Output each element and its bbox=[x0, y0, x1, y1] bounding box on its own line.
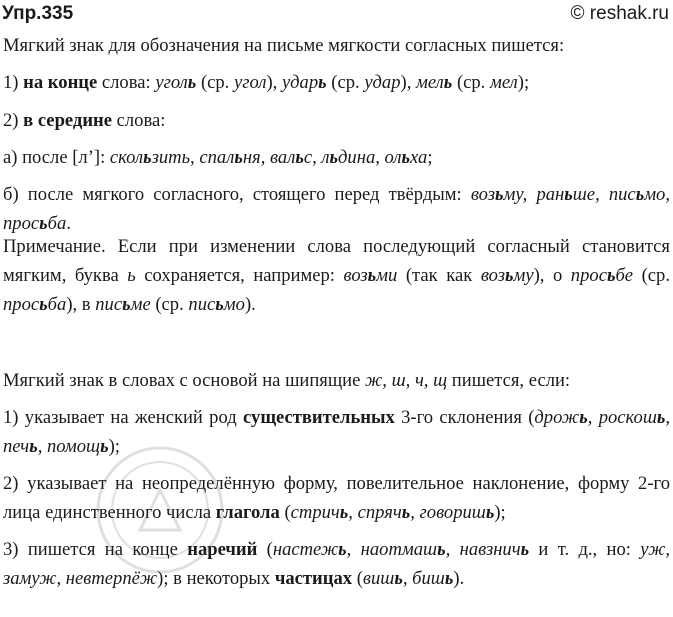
example-word: возьму, раньше, письмо, просьба bbox=[3, 184, 671, 234]
text: слова: bbox=[97, 72, 156, 94]
rule2-section bbox=[3, 367, 670, 594]
soft-sign-letter: ь bbox=[127, 264, 136, 286]
example-word: удар bbox=[364, 72, 401, 94]
rule1-section bbox=[3, 32, 670, 239]
example-word: стричь, спрячь, говоришь bbox=[290, 502, 495, 524]
example-word: угол bbox=[233, 72, 267, 94]
example-word: уголь bbox=[155, 72, 197, 94]
bold-term: существительных bbox=[243, 407, 395, 429]
rule1-item-a: а) после [л’]: скользить, спальня, вальс, льдина, ольха; bbox=[3, 146, 433, 168]
example-word: мел bbox=[489, 72, 518, 94]
example-word: мель bbox=[416, 72, 453, 94]
example-word: вишь, бишь bbox=[362, 568, 454, 590]
note-section bbox=[3, 233, 670, 319]
rule2-item3: 3) пишется на конце наречий (настежь, наотмашь, навзничь и т. д., но: уж, замуж, невтерпёж); в некоторых частицах (вишь, бишь). bbox=[3, 539, 671, 590]
rule2-intro: Мягкий знак в словах с основой на шипящие ж, ш, ч, щ пишется, если: bbox=[3, 370, 571, 391]
example-word: настежь, наотмашь, навзничь bbox=[272, 539, 530, 561]
exercise-title: Упр.335 bbox=[2, 3, 74, 24]
example-word: ударь bbox=[281, 72, 327, 94]
example-word: письме bbox=[95, 293, 151, 315]
example-word: просьбе bbox=[570, 264, 634, 286]
bold-term: на конце bbox=[23, 72, 98, 94]
example-word: дрожь, роскошь, печь, помощь bbox=[3, 407, 671, 458]
bold-term: глагола bbox=[215, 502, 280, 524]
rule1-item-b: б) после мягкого согласного, стоящего перед твёрдым: возьму, раньше, письмо, просьба. bbox=[3, 184, 671, 234]
bold-term: частицах bbox=[274, 568, 353, 590]
rule2-item2: 2) указывает на неопределённую форму, повелительное наклонение, форму 2-го лица единственного числа глагола (стричь, спрячь, говоришь); bbox=[3, 473, 670, 524]
bold-term: в середине bbox=[23, 109, 112, 131]
example-word: письмо bbox=[188, 293, 245, 315]
rule1-intro: Мягкий знак для обозначения на письме мягкости согласных пишется: bbox=[3, 35, 565, 56]
exception-words: уж, замуж, невтерпёж bbox=[3, 539, 671, 590]
rule2-item1: 1) указывает на женский род существительных 3-го склонения (дрожь, роскошь, печь, помощь); bbox=[3, 407, 671, 458]
rule1-item2: 2) в середине слова: bbox=[3, 109, 166, 131]
bold-term: наречий bbox=[187, 539, 258, 561]
hushing-letters: ж, ш, ч, щ bbox=[365, 370, 448, 391]
site-credit: © reshak.ru bbox=[570, 3, 669, 24]
example-word: просьба bbox=[3, 293, 67, 315]
rule1-item1: 1) на конце слова: уголь (ср. угол), ударь (ср. удар), мель (ср. мел); bbox=[3, 72, 530, 94]
note-paragraph: Примечание. Если при изменении слова последующий согласный становится мягким, буква ь сохраняется, например: возьми (так как возьму), о просьбе (ср. просьба), в письме (ср. письмо). bbox=[3, 236, 670, 315]
example-word: скользить, спальня, вальс, льдина, ольха bbox=[109, 146, 428, 168]
example-word: возьми bbox=[343, 264, 398, 286]
example-word: возьму bbox=[480, 264, 534, 286]
page-header bbox=[0, 3, 673, 27]
item-number: 1) bbox=[3, 72, 24, 94]
